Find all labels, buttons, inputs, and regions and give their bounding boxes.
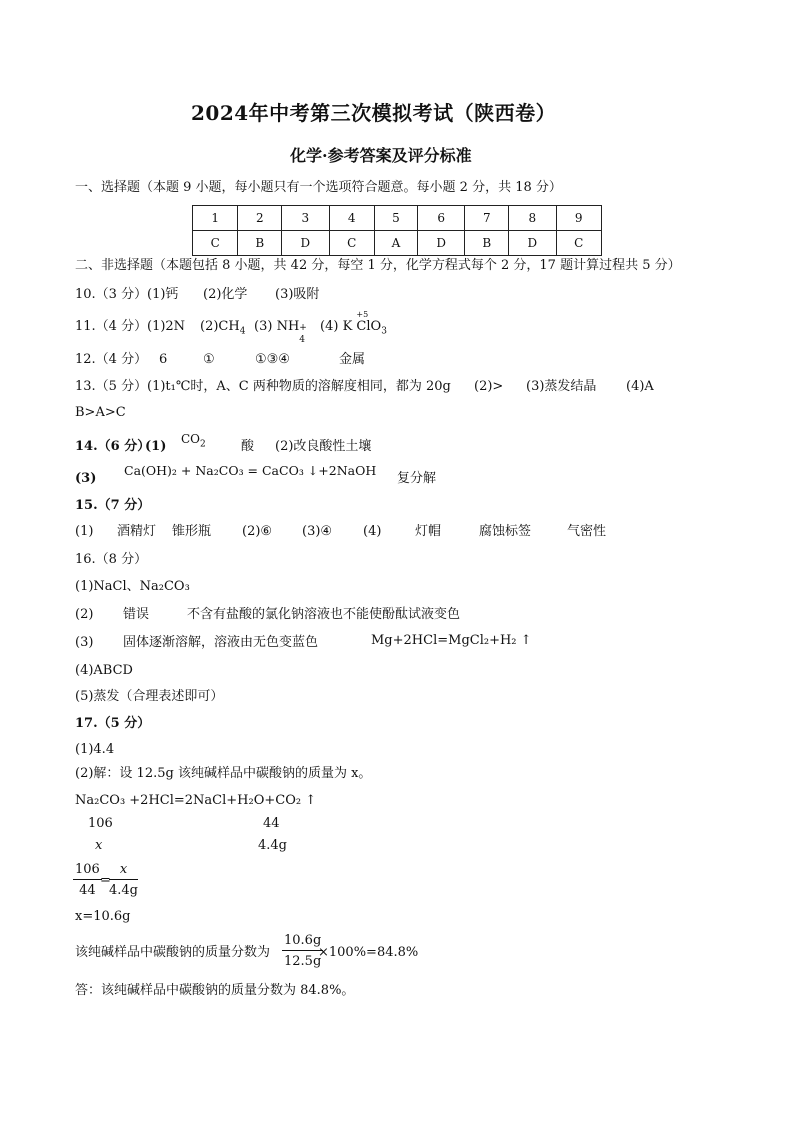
q15-answer-6: 腐蚀标签 [479,524,532,539]
q13-answer-1: (1)t₁℃时，A、C 两种物质的溶解度相同，都为 20g [147,379,451,394]
q10-answer-1: (1)钙 [147,287,179,302]
answer-table-answer-row [193,231,602,256]
q14-label: 14.（6 分） [75,439,151,454]
q11-label: 11.（4 分） [75,319,148,334]
q14-answer-3b: 复分解 [397,471,437,486]
q17-fraction-prefix: 该纯碱样品中碳酸钠的质量分数为 [75,945,271,960]
q16-answer-2: 错误 [123,607,150,622]
q17-ratio-left-den: 44 [79,883,96,898]
q17-ratio-right [109,862,138,898]
answer-table-answer: C [193,231,238,256]
q12-answer-1: 6 [159,352,168,367]
answer-table-number: 6 [418,206,465,231]
q11-answer-4-prefix: (4) [320,319,339,334]
q17-ratio-left-num: 106 [73,862,102,880]
answer-table [192,205,602,256]
answer-table-number: 4 [329,206,374,231]
oxygen-sub: 3 [381,326,387,337]
chlorine-valence: +5 [356,310,369,319]
q11-answer-4 [320,310,387,337]
q14-part-1: (1) [145,439,167,454]
q12-answer-4: 金属 [339,352,366,367]
answer-table-answer: C [329,231,374,256]
q16-answer-3: 固体逐渐溶解，溶液由无色变蓝色 [123,635,319,650]
q15-part-1: (1) [75,524,94,539]
co2-main: CO [181,432,201,446]
q17-equation: Na₂CO₃ +2HCl=2NaCl+H₂O+CO₂ ↑ [75,793,317,808]
q13-answer-2: (2)> [474,379,504,394]
answer-table-answer: A [374,231,417,256]
page-subtitle: 化学·参考答案及评分标准 [290,146,472,165]
q13-answer-3: (3)蒸发结晶 [526,379,597,394]
q16-answer-5: (5)蒸发（合理表述即可） [75,689,224,704]
q12-label: 12.（4 分） [75,352,148,367]
q15-answer-4: (3)④ [302,524,333,539]
q17-solution-intro: (2)解：设 12.5g 该纯碱样品中碳酸钠的质量为 x。 [75,766,372,781]
ammonium-main: NH [276,319,300,334]
q17-mass-fraction-den: 12.5g [284,954,322,969]
section1-heading: 一、选择题（本题 9 小题，每小题只有一个选项符合题意。每小题 2 分，共 18 分） [75,180,562,195]
q14-answer-1 [181,432,206,450]
q12-answer-3: ①③④ [255,352,290,367]
q17-fraction-suffix: ×100%=84.8% [318,945,419,960]
q17-label: 17.（5 分） [75,716,151,731]
q17-final-answer: 答：该纯碱样品中碳酸钠的质量分数为 84.8%。 [75,983,355,998]
q10-answer-2: (2)化学 [203,287,248,302]
q14-answer-1b: 酸 [241,439,255,454]
q15-answer-3: (2)⑥ [242,524,273,539]
q13-label: 13.（5 分） [75,379,148,394]
q15-label: 15.（7 分） [75,498,151,513]
q17-known-mass: 4.4g [258,838,287,853]
q13-answer-4: (4)A [626,379,654,394]
q11-answer-2-sub: 4 [239,326,246,337]
q17-answer-1: (1)4.4 [75,742,115,757]
q17-ratio-right-den: 4.4g [109,883,138,898]
q15-answer-7: 气密性 [567,524,607,539]
section2-heading: 二、非选择题（本题包括 8 小题，共 42 分，每空 1 分，化学方程式每个 2 分，17 题计算过程共 5 分） [75,258,681,273]
q11-answer-2-text: (2)CH [200,319,240,334]
q17-ratio-equals: = [100,873,111,888]
q11-answer-3 [254,319,307,345]
q14-equation: Ca(OH)₂ + Na₂CO₃ = CaCO₃ ↓+2NaOH [124,463,377,478]
q15-answer-5: 灯帽 [415,524,442,539]
chlorine: Cl [356,319,371,334]
page-title: 2024年中考第三次模拟考试（陕西卷） [191,101,557,125]
q17-ratio-left [73,862,102,898]
answer-table-answer: C [556,231,602,256]
answer-table-number: 2 [238,206,282,231]
q13-answer-4-cont: B>A>C [75,405,126,420]
answer-table-answer: D [509,231,556,256]
q15-part-4: (4) [363,524,382,539]
q11-answer-2 [200,319,246,337]
q16-answer-4: (4)ABCD [75,663,133,678]
answer-table-number: 3 [282,206,329,231]
answer-table-number: 7 [465,206,509,231]
answer-table-number: 9 [556,206,602,231]
q16-part-2: (2) [75,607,94,622]
potassium: K [342,319,353,334]
q17-variable-x: x [95,838,103,853]
q16-answer-2b: 不含有盐酸的氯化钠溶液也不能使酚酞试液变色 [187,607,461,622]
q11-answer-1: (1)2N [147,319,186,334]
q16-answer-1: (1)NaCl、Na₂CO₃ [75,579,190,594]
ammonium-formula: NH + 4 [276,319,307,345]
answer-table-answer: D [418,231,465,256]
answer-table-number: 5 [374,206,417,231]
q10-label: 10.（3 分） [75,287,148,302]
q17-ratio-right-num: x [109,862,138,880]
q14-part-3: (3) [75,471,97,486]
answer-table-number: 8 [509,206,556,231]
q16-label: 16.（8 分） [75,552,148,567]
answer-table-number: 1 [193,206,238,231]
answer-table-answer: B [465,231,509,256]
q17-mass-fraction-num: 10.6g [282,933,323,951]
answer-table-answer: D [282,231,329,256]
q17-result: x=10.6g [75,909,131,924]
q17-molar-mass-1: 106 [88,816,113,831]
oxygen: O [370,319,382,334]
q11-answer-3-prefix: (3) [254,319,273,334]
q14-answer-2: (2)改良酸性土壤 [275,439,372,454]
q15-answer-1: 酒精灯 [117,524,157,539]
answer-table-number-row [193,206,602,231]
q10-answer-3: (3)吸附 [275,287,320,302]
q16-equation: Mg+2HCl=MgCl₂+H₂ ↑ [371,633,532,648]
chlorine-with-valence [356,310,371,334]
q12-answer-2: ① [203,352,215,367]
co2-sub: 2 [200,439,206,450]
q15-answer-2: 锥形瓶 [172,524,212,539]
q17-molar-mass-2: 44 [263,816,280,831]
answer-table-answer: B [238,231,282,256]
q16-part-3: (3) [75,635,94,650]
